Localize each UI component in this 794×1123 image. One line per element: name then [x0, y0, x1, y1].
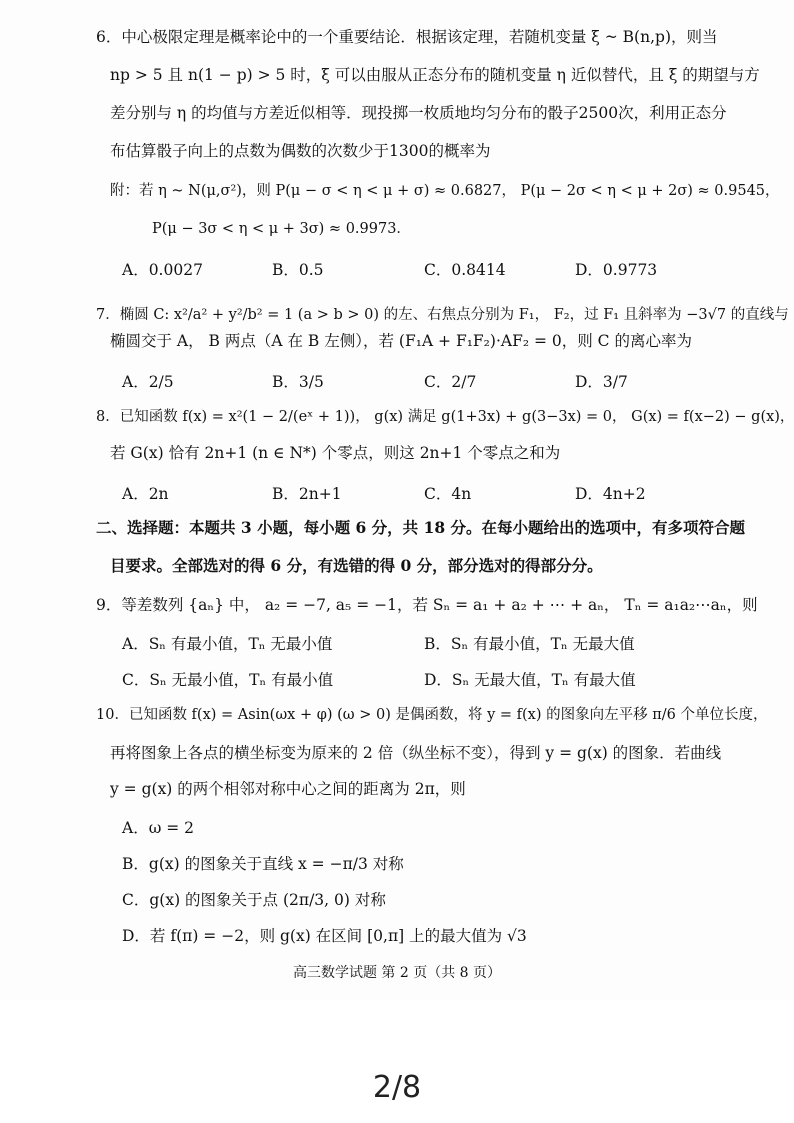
q6-note-2: P(μ − 3σ < η < μ + 3σ) ≈ 0.9973．	[152, 221, 411, 237]
q6-option-b: B．0.5	[272, 261, 324, 279]
q7-option-d: D．3/7	[575, 373, 628, 391]
q9-option-c: C．Sₙ 无最小值，Tₙ 有最小值	[122, 671, 334, 689]
q10-option-a: A．ω = 2	[122, 819, 195, 837]
q8-line-1: 8．已知函数 f(x) = x²(1 − 2/(eˣ + 1))， g(x) 满足 g(1+3x) + g(3−3x) = 0， G(x) = f(x−2) − g(x)，	[96, 409, 794, 425]
q6-line-4: 布估算骰子向上的点数为偶数的次数少于1300的概率为	[110, 142, 491, 160]
q10-option-b: B．g(x) 的图象关于直线 x = −π/3 对称	[122, 855, 404, 873]
page-indicator: 2/8	[372, 1070, 422, 1105]
q9-option-d: D．Sₙ 无最大值，Tₙ 有最大值	[424, 671, 636, 689]
q6-option-a: A．0.0027	[122, 261, 203, 279]
q9-option-b: B．Sₙ 有最小值，Tₙ 无最大值	[424, 635, 635, 653]
q8-line-2: 若 G(x) 恰有 2n+1 (n ∈ N*) 个零点，则这 2n+1 个零点之和为	[110, 444, 561, 462]
q10-option-c: C．g(x) 的图象关于点 (2π/3, 0) 对称	[122, 891, 386, 909]
q6-line-1: 6．中心极限定理是概率论中的一个重要结论．根据该定理，若随机变量 ξ ~ B(n,p)，则当	[96, 28, 718, 46]
q7-line-1: 7．椭圆 C: x²/a² + y²/b² = 1 (a > b > 0) 的左、右焦点分别为 F₁， F₂，过 F₁ 且斜率为 −3√7 的直线与	[96, 307, 789, 323]
q8-option-d: D．4n+2	[575, 485, 646, 503]
q9-line-1: 9．等差数列 {aₙ} 中， a₂ = −7, a₅ = −1，若 Sₙ = a₁ + a₂ + ⋯ + aₙ， Tₙ = a₁a₂⋯aₙ，则	[96, 596, 758, 614]
q8-option-b: B．2n+1	[272, 485, 342, 503]
q10-option-d: D．若 f(π) = −2，则 g(x) 在区间 [0,π] 上的最大值为 √3	[122, 927, 527, 945]
q8-option-c: C．4n	[424, 485, 472, 503]
q6-option-c: C．0.8414	[424, 261, 506, 279]
q10-line-3: y = g(x) 的两个相邻对称中心之间的距离为 2π，则	[110, 780, 466, 798]
q6-line-3: 差分别与 η 的均值与方差近似相等．现投掷一枚质地均匀分布的骰子2500次，利用正态分	[110, 104, 727, 122]
q6-line-2: np > 5 且 n(1 − p) > 5 时，ξ 可以由服从正态分布的随机变量 η 近似替代，且 ξ 的期望与方	[110, 66, 760, 84]
q6-note-1: 附：若 η ~ N(μ,σ²)，则 P(μ − σ < η < μ + σ) ≈ 0.6827， P(μ − 2σ < η < μ + 2σ) ≈ 0.9545，	[110, 183, 780, 199]
q10-line-1: 10．已知函数 f(x) = Asin(ωx + φ) (ω > 0) 是偶函数，将 y = f(x) 的图象向左平移 π/6 个单位长度，	[96, 707, 768, 723]
q7-option-a: A．2/5	[122, 373, 174, 391]
q7-line-2: 椭圆交于 A， B 两点（A 在 B 左侧），若 (F₁A + F₁F₂)·AF₂ = 0，则 C 的离心率为	[110, 332, 692, 350]
q6-option-d: D．0.9773	[575, 261, 658, 279]
section-2-heading-line-2: 目要求。全部选对的得 6 分，有选错的得 0 分，部分选对的得部分分。	[110, 556, 603, 575]
section-2-heading-line-1: 二、选择题：本题共 3 小题，每小题 6 分，共 18 分。在每小题给出的选项中，有多项符合题	[96, 518, 746, 537]
q7-option-b: B．3/5	[272, 373, 324, 391]
q8-option-a: A．2n	[122, 485, 169, 503]
q7-option-c: C．2/7	[424, 373, 477, 391]
q9-option-a: A．Sₙ 有最小值，Tₙ 无最小值	[122, 635, 333, 653]
q10-line-2: 再将图象上各点的横坐标变为原来的 2 倍（纵坐标不变），得到 y = g(x) 的图象．若曲线	[110, 744, 722, 762]
page-footer: 高三数学试题 第 2 页（共 8 页）	[292, 965, 502, 981]
